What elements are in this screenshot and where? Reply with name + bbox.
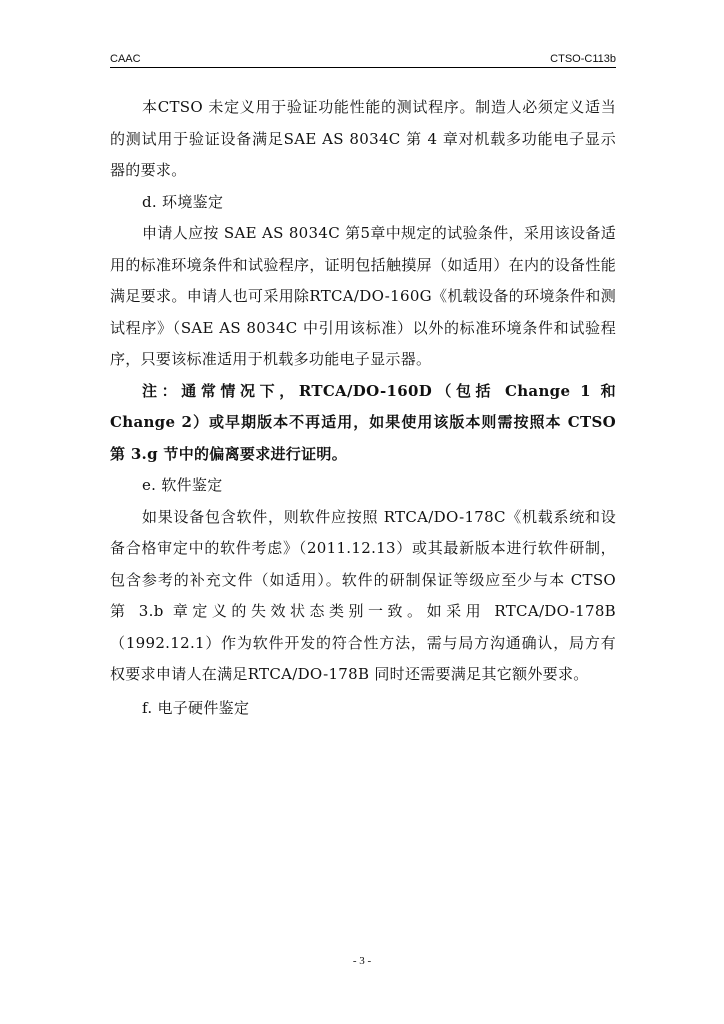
section-heading-software: e. 软件鉴定	[142, 476, 223, 494]
note-paragraph: 注：通常情况下，RTCA/DO-160D（包括 Change 1 和 Change 2）或早期版本不再适用，如果使用该版本则需按照本 CTSO 第 3.g 节中的偏离要求进行证明。	[110, 381, 616, 463]
page-header	[110, 53, 616, 68]
paragraph-environmental: 申请人应按 SAE AS 8034C 第5章中规定的试验条件，采用该设备适用的标准环境条件和试验程序，证明包括触摸屏（如适用）在内的设备性能满足要求。申请人也可采用除RTCA/DO-160G《机载设备的环境条件和测试程序》（SAE AS 8034C 中引用该标准）以外的标准环境条件和试验程序，只要该标准适用于机载多功能电子显示器。	[110, 224, 616, 368]
paragraph-software: 如果设备包含软件，则软件应按照 RTCA/DO-178C《机载系统和设备合格审定中的软件考虑》（2011.12.13）或其最新版本进行软件研制，包含参考的补充文件（如适用）。软件的研制保证等级应至少与本 CTSO 第 3.b 章定义的失效状态类别一致。如采用 RTCA/DO-178B（1992.12.1）作为软件开发的符合性方法，需与局方沟通确认，局方有权要求申请人在满足RTCA/DO-178B 同时还需要满足其它额外要求。	[110, 507, 616, 683]
section-heading-hardware: f. 电子硬件鉴定	[142, 698, 250, 717]
document-body	[110, 92, 616, 724]
page-number: - 3 -	[352, 955, 372, 967]
header-organization: CAAC	[110, 53, 141, 65]
section-heading-environmental: d. 环境鉴定	[142, 192, 224, 211]
paragraph-test-procedures: 本CTSO 未定义用于验证功能性能的测试程序。制造人必须定义适当的测试用于验证设备满足SAE AS 8034C 第 4 章对机载多功能电子显示器的要求。	[110, 98, 616, 179]
header-document-id: CTSO-C113b	[550, 53, 616, 65]
